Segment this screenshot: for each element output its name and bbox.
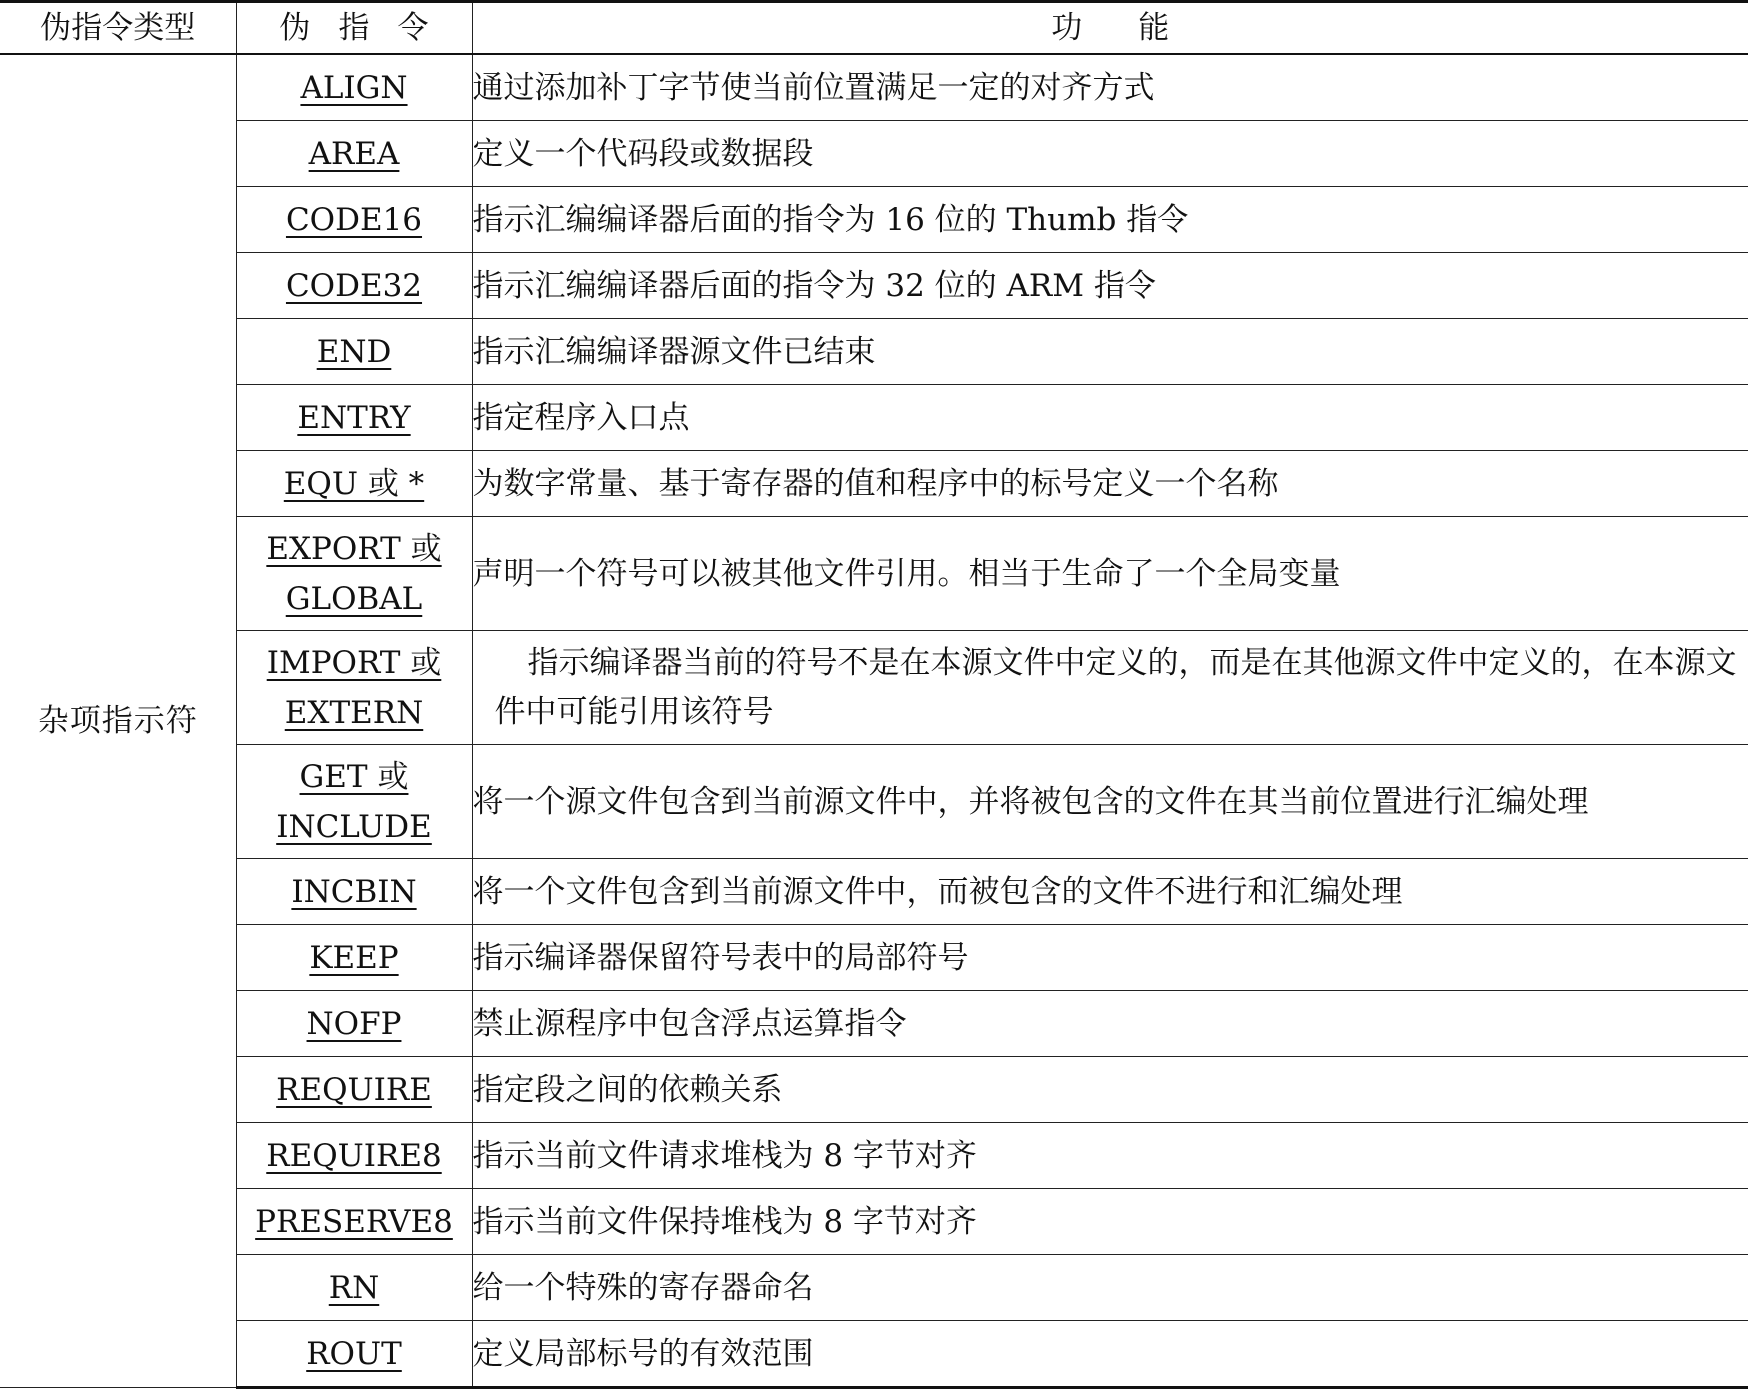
directive-name: EQU 或 * xyxy=(283,465,425,502)
directive-function-cell: 指示汇编编译器后面的指令为 32 位的 ARM 指令 xyxy=(472,253,1748,319)
header-name-char: 伪 xyxy=(279,10,311,46)
directive-name-line xyxy=(237,688,472,738)
directive-function-cell: 指示当前文件保持堆栈为 8 字节对齐 xyxy=(472,1189,1748,1255)
header-name-char: 指 xyxy=(338,10,370,46)
directive-name: CODE16 xyxy=(285,201,423,238)
directive-name: CODE32 xyxy=(285,267,423,304)
directive-name: ALIGN xyxy=(300,69,408,106)
directive-name-cell xyxy=(236,319,472,385)
directive-function-cell: 将一个源文件包含到当前源文件中，并将被包含的文件在其当前位置进行汇编处理 xyxy=(472,745,1748,859)
table-row xyxy=(0,253,1748,319)
directive-name-line xyxy=(237,752,472,802)
directive-name-cell xyxy=(236,745,472,859)
directive-name-line xyxy=(237,638,472,688)
directive-function-cell: 禁止源程序中包含浮点运算指令 xyxy=(472,991,1748,1057)
directive-name: INCBIN xyxy=(291,873,417,910)
directive-name-line xyxy=(237,574,472,624)
directive-name-cell xyxy=(236,1189,472,1255)
directive-function-cell: 指定段之间的依赖关系 xyxy=(472,1057,1748,1123)
directive-name-cell xyxy=(236,991,472,1057)
table-row xyxy=(0,517,1748,631)
directive-name-cell xyxy=(236,517,472,631)
directive-name-cell xyxy=(236,859,472,925)
table-row xyxy=(0,187,1748,253)
directive-function-cell: 指定程序入口点 xyxy=(472,385,1748,451)
table-row xyxy=(0,451,1748,517)
table-row xyxy=(0,991,1748,1057)
table-row xyxy=(0,859,1748,925)
directive-function-cell: 指示汇编编译器后面的指令为 16 位的 Thumb 指令 xyxy=(472,187,1748,253)
directive-name: REQUIRE8 xyxy=(266,1137,442,1174)
directive-function-cell: 指示编译器保留符号表中的局部符号 xyxy=(472,925,1748,991)
table-row xyxy=(0,1057,1748,1123)
directive-name-cell xyxy=(236,121,472,187)
directive-name-line xyxy=(237,524,472,574)
header-func-char: 功 xyxy=(1051,10,1083,46)
directive-name-cell xyxy=(236,385,472,451)
header-type: 伪指令类型 xyxy=(0,2,236,55)
table-row xyxy=(0,121,1748,187)
directive-name-cell xyxy=(236,1057,472,1123)
directive-name: PRESERVE8 xyxy=(255,1203,453,1240)
table-row xyxy=(0,385,1748,451)
directive-name: REQUIRE xyxy=(276,1071,432,1108)
table-row xyxy=(0,745,1748,859)
directive-name-cell xyxy=(236,187,472,253)
table-row xyxy=(0,631,1748,745)
directive-name: IMPORT 或 xyxy=(266,644,442,681)
category-cell: 杂项指示符 xyxy=(0,54,236,1388)
directive-name: GET 或 xyxy=(299,758,409,795)
directive-function-cell: 指示编译器当前的符号不是在本源文件中定义的，而是在其他源文件中定义的，在本源文件中可能引用该符号 xyxy=(472,631,1748,745)
directive-name-cell xyxy=(236,631,472,745)
table-row xyxy=(0,1123,1748,1189)
directive-name: KEEP xyxy=(309,939,399,976)
directive-function-cell: 指示汇编编译器源文件已结束 xyxy=(472,319,1748,385)
header-function xyxy=(472,2,1748,55)
directive-function-cell: 定义一个代码段或数据段 xyxy=(472,121,1748,187)
directive-name-cell xyxy=(236,451,472,517)
directive-name: ENTRY xyxy=(297,399,411,436)
directive-function-cell: 声明一个符号可以被其他文件引用。相当于生命了一个全局变量 xyxy=(472,517,1748,631)
directive-name-cell xyxy=(236,1321,472,1388)
table-row xyxy=(0,1255,1748,1321)
header-func-char: 能 xyxy=(1138,10,1170,46)
directive-name: INCLUDE xyxy=(276,808,432,845)
directive-function-cell: 通过添加补丁字节使当前位置满足一定的对齐方式 xyxy=(472,54,1748,121)
directive-name: AREA xyxy=(308,135,400,172)
directive-function-cell: 将一个文件包含到当前源文件中，而被包含的文件不进行和汇编处理 xyxy=(472,859,1748,925)
directive-name-cell xyxy=(236,54,472,121)
table-row xyxy=(0,54,1748,121)
header-name xyxy=(236,2,472,55)
directive-name: EXPORT 或 xyxy=(266,530,442,567)
table-row xyxy=(0,1321,1748,1388)
directive-name: END xyxy=(316,333,392,370)
directive-name: NOFP xyxy=(306,1005,402,1042)
header-row xyxy=(0,2,1748,55)
directive-function-cell: 定义局部标号的有效范围 xyxy=(472,1321,1748,1388)
directive-name: ROUT xyxy=(306,1335,402,1372)
directive-name-cell xyxy=(236,925,472,991)
directive-name: EXTERN xyxy=(284,694,424,731)
table-row xyxy=(0,925,1748,991)
table-row xyxy=(0,1189,1748,1255)
header-name-char: 令 xyxy=(397,10,429,46)
directive-name-cell xyxy=(236,253,472,319)
table-row xyxy=(0,319,1748,385)
directive-function-cell: 指示当前文件请求堆栈为 8 字节对齐 xyxy=(472,1123,1748,1189)
directive-name: RN xyxy=(328,1269,380,1306)
directive-name-cell xyxy=(236,1123,472,1189)
directive-name-cell xyxy=(236,1255,472,1321)
directive-name: GLOBAL xyxy=(285,580,423,617)
directive-function-cell: 为数字常量、基于寄存器的值和程序中的标号定义一个名称 xyxy=(472,451,1748,517)
directive-name-line xyxy=(237,802,472,852)
directive-function-cell: 给一个特殊的寄存器命名 xyxy=(472,1255,1748,1321)
